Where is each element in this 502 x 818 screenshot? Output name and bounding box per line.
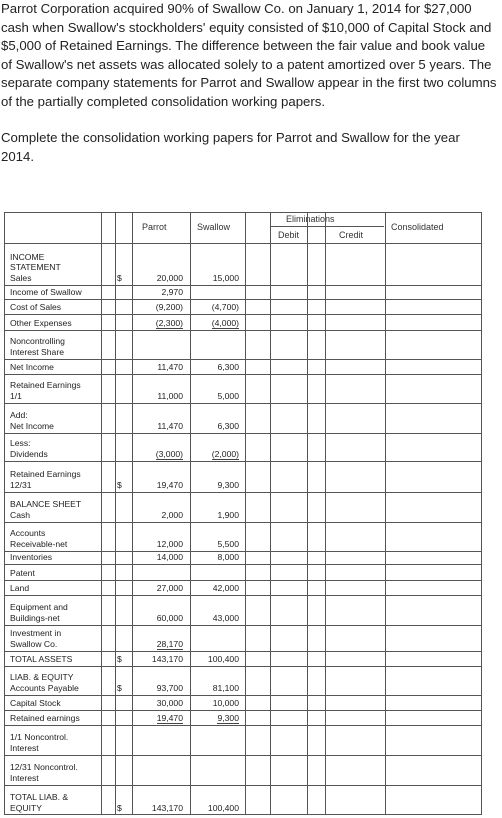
row-divider [5, 359, 481, 360]
swallow-amount: 5,000 [217, 390, 239, 401]
column-divider [270, 213, 271, 814]
swallow-amount: 43,000 [212, 612, 239, 623]
dollar-sign: $ [117, 479, 122, 490]
parrot-amount: 143,170 [151, 802, 183, 813]
column-divider [115, 213, 116, 814]
column-divider [385, 213, 386, 814]
row-divider [5, 330, 481, 331]
dollar-sign: $ [117, 682, 122, 693]
row-divider [5, 580, 481, 581]
parrot-amount: 14,000 [156, 551, 183, 562]
row-divider [5, 625, 481, 626]
row-label: Capital Stock [10, 697, 61, 708]
swallow-amount: 10,000 [212, 697, 239, 708]
problem-statement [1, 0, 501, 112]
row-label: Retained Earnings 12/31 [10, 469, 81, 490]
problem-line: separate company statements for Parrot and Swallow appear in the first two columns [1, 75, 497, 91]
problem-line: cash when Swallow's stockholders' equity consisted of $10,000 of Capital Stock and [1, 19, 492, 35]
parrot-amount: 60,000 [156, 612, 183, 623]
header-parrot: Parrot [142, 222, 167, 232]
parrot-amount: 2,970 [161, 286, 183, 297]
swallow-amount: 42,000 [212, 582, 239, 593]
row-divider [5, 785, 481, 786]
swallow-amount: 100,400 [207, 802, 239, 813]
parrot-amount: 143,170 [151, 653, 183, 664]
header-eliminations: Eliminations [286, 214, 335, 224]
parrot-amount: 12,000 [156, 538, 183, 549]
problem-line: of Swallow's net assets was allocated solely to a patent amortized over 5 years. The [1, 56, 492, 72]
row-label: Patent [10, 567, 35, 578]
task-instruction [1, 129, 501, 166]
parrot-amount: (9,200) [155, 301, 183, 312]
task-line: Complete the consolidation working papers for Parrot and Swallow for the year [1, 130, 460, 145]
swallow-amount: 6,300 [217, 361, 239, 372]
parrot-amount: (3,000) [155, 448, 183, 459]
row-divider [5, 374, 481, 375]
row-label: Investment in Swallow Co. [10, 628, 62, 649]
column-divider [307, 213, 308, 814]
parrot-amount: 19,470 [156, 479, 183, 490]
row-divider [5, 551, 481, 552]
column-divider [190, 213, 191, 814]
row-divider [5, 403, 481, 404]
row-label: TOTAL ASSETS [10, 653, 73, 664]
row-divider [5, 299, 481, 300]
swallow-amount: (4,700) [211, 301, 239, 312]
swallow-amount: 5,500 [217, 538, 239, 549]
row-label: INCOME STATEMENT Sales [10, 251, 61, 283]
row-label: Cost of Sales [10, 301, 62, 312]
problem-line: $5,000 of Retained Earnings. The difference between the fair value and book value [1, 38, 486, 54]
parrot-amount: 11,470 [157, 420, 183, 431]
row-label: Retained earnings [10, 712, 80, 723]
parrot-amount: 11,000 [157, 390, 183, 401]
row-divider [5, 564, 481, 565]
parrot-amount: 30,000 [156, 697, 183, 708]
row-label: 12/31 Noncontrol. Interest [10, 762, 78, 783]
column-divider [325, 213, 326, 814]
swallow-amount: 15,000 [212, 272, 239, 283]
parrot-amount: (2,300) [155, 317, 183, 328]
row-label: Equipment and Buildings-net [10, 602, 68, 623]
problem-line: Parrot Corporation acquired 90% of Swallow Co. on January 1, 2014 for $27,000 [1, 1, 472, 16]
parrot-amount: 11,470 [157, 361, 183, 372]
header-debit: Debit [278, 230, 300, 240]
row-label: TOTAL LIAB. & EQUITY [10, 792, 69, 813]
swallow-amount: 81,100 [212, 682, 239, 693]
row-divider [5, 522, 481, 523]
eliminations-divider [270, 226, 384, 227]
row-label: Net Income [10, 361, 54, 372]
row-divider [5, 710, 481, 711]
row-label: Land [10, 582, 30, 593]
row-divider [5, 725, 481, 726]
row-divider [5, 666, 481, 667]
swallow-amount: 9,300 [217, 712, 239, 723]
column-divider [132, 213, 133, 814]
consolidation-worksheet [4, 212, 482, 815]
row-divider [5, 595, 481, 596]
swallow-amount: 100,400 [207, 653, 239, 664]
column-divider [101, 213, 102, 814]
header-credit: Credit [339, 230, 364, 240]
dollar-sign: $ [117, 802, 122, 813]
row-label: Inventories [10, 551, 53, 562]
column-divider [245, 213, 246, 814]
parrot-amount: 19,470 [156, 712, 183, 723]
dollar-sign: $ [117, 272, 122, 283]
task-line: 2014. [1, 148, 35, 164]
row-label: Other Expenses [10, 317, 72, 328]
row-label: 1/1 Noncontrol. Interest [10, 732, 69, 753]
row-label: Income of Swallow [10, 286, 82, 297]
swallow-amount: 6,300 [217, 420, 239, 431]
swallow-amount: 1,900 [217, 509, 239, 520]
problem-line: of the partially completed consolidation working papers. [1, 93, 326, 109]
parrot-amount: 28,170 [156, 638, 183, 649]
parrot-amount: 93,700 [156, 682, 183, 693]
swallow-amount: (4,000) [211, 317, 239, 328]
row-label: Add: Net Income [10, 410, 54, 431]
row-label: Less: Dividends [10, 438, 48, 459]
swallow-amount: (2,000) [211, 448, 239, 459]
row-label: BALANCE SHEET Cash [10, 499, 82, 520]
row-divider [5, 461, 481, 462]
row-divider [5, 651, 481, 652]
header-swallow: Swallow [197, 222, 231, 232]
parrot-amount: 20,000 [156, 272, 183, 283]
parrot-amount: 27,000 [156, 582, 183, 593]
row-label: Retained Earnings 1/1 [10, 380, 81, 401]
row-label: Accounts Receivable-net [10, 528, 68, 549]
row-label: LIAB. & EQUITY Accounts Payable [10, 672, 79, 693]
row-divider [5, 243, 481, 244]
row-divider [5, 314, 481, 315]
swallow-amount: 8,000 [217, 551, 239, 562]
dollar-sign: $ [117, 653, 122, 664]
parrot-amount: 2,000 [161, 509, 183, 520]
row-divider [5, 492, 481, 493]
header-consolidated: Consolidated [391, 222, 444, 232]
row-divider [5, 695, 481, 696]
row-divider [5, 433, 481, 434]
row-divider [5, 755, 481, 756]
swallow-amount: 9,300 [217, 479, 239, 490]
row-label: Noncontrolling Interest Share [10, 336, 65, 357]
